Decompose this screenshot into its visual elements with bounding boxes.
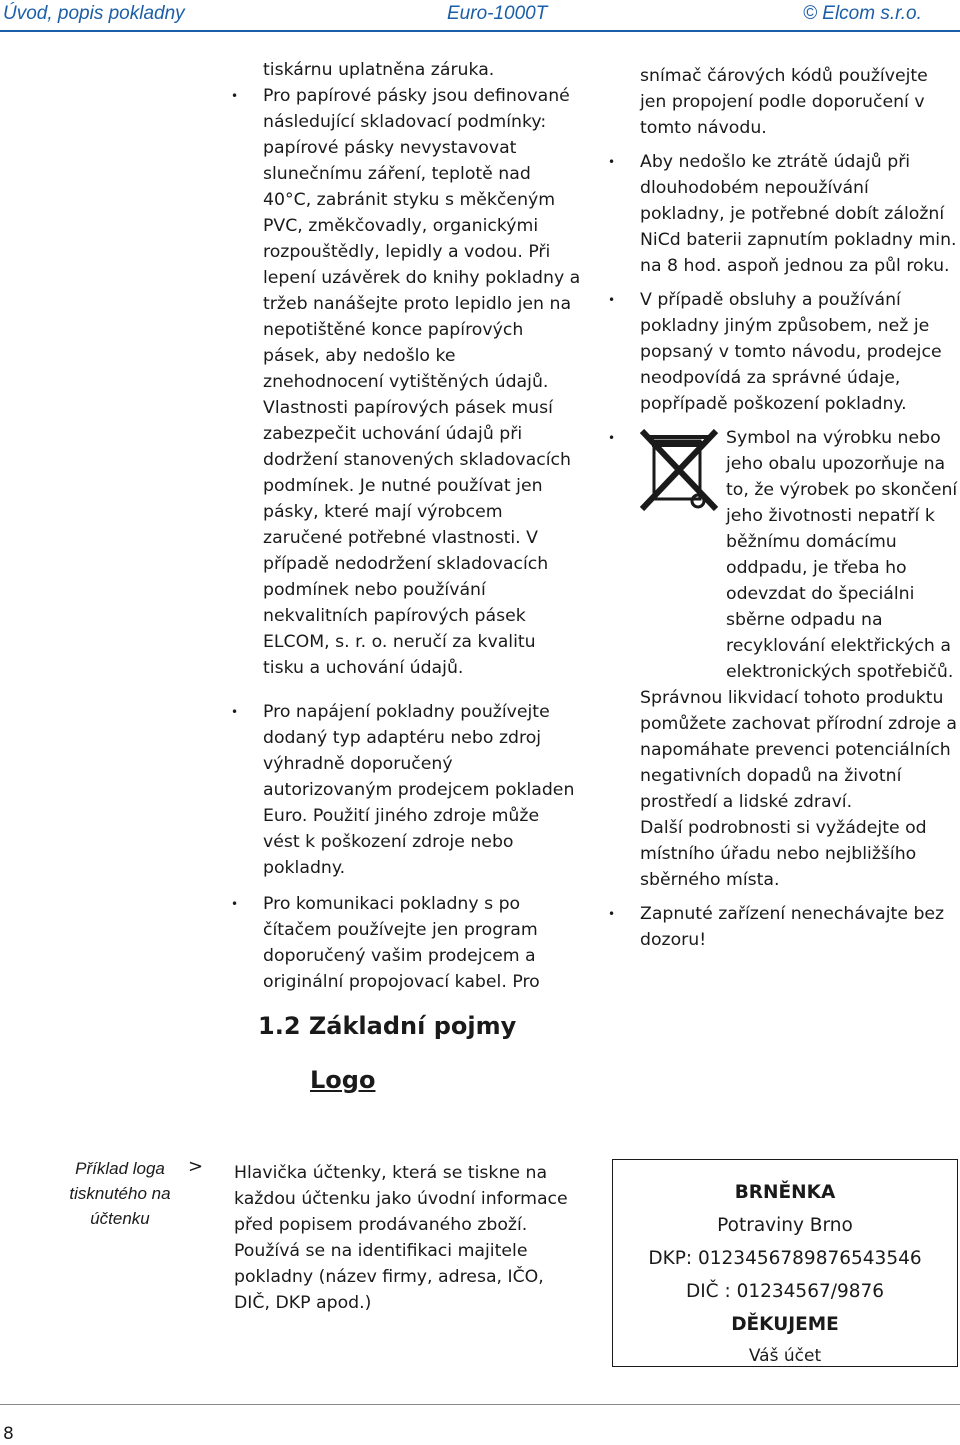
receipt-sample <box>612 1159 958 1367</box>
page-number: 8 <box>3 1424 14 1444</box>
recycle-paragraph-3: Další podrobnosti si vyžádejte od místního úřadu nebo nejbližšího sběrného místa. <box>640 818 927 890</box>
example-description: Hlavička účtenky, která se tiskne na každou účtenku jako úvodní informace před popisem prodávaného zboží. Používá se na identifikaci majitele pokladny (název firmy, adresa, IČO, DIČ, DKP apod.) <box>234 1163 568 1313</box>
arrow-glyph: > <box>188 1156 204 1177</box>
footer-rule <box>0 1404 960 1405</box>
bullet-communication: • Pro komunikaci pokladny s po čítačem používejte jen program doporučený vašim prodejcem a originální propojovací kabel. Pro <box>263 891 581 995</box>
bullet-service: • V případě obsluhy a používání pokladny jiným způsobem, než je popsaný v tomto návodu, prodejce neodpovídá za správné údaje, popřípadě poškození pokladny. <box>640 287 958 417</box>
bullet-power: • Pro napájení pokladny používejte dodaný typ adaptéru nebo zdroj výhradně doporučený autorizovaným prodejcem pokladen Euro. Použití jiného zdroje může vést k poškození zdroje nebo pokladny. <box>263 699 581 881</box>
bullet-unattended: • Zapnuté zařízení nenechávajte bez dozoru! <box>640 901 958 953</box>
header-rule <box>0 30 960 32</box>
receipt-shop-subtitle: Potraviny Brno <box>717 1215 853 1236</box>
header-company: © Elcom s.r.o. <box>803 3 922 24</box>
page-header <box>0 0 960 30</box>
left-column <box>263 57 581 995</box>
recycle-text: • Symbol na výrobku nebo jeho obalu upozorňuje na to, že výrobek po skončení jeho životnosti nepatří k běžnímu domácímu oddpadu, je třeba ho odevzdat do špeciálni sběrne odpadu na recyklování elektřických a elektronických spotřebičů. <box>726 428 958 682</box>
logo-heading: Logo <box>310 1066 376 1094</box>
receipt-dic: DIČ : 01234567/9876 <box>685 1281 885 1302</box>
bullet-recycling <box>640 425 958 893</box>
receipt-dkp: DKP: 0123456789876543546 <box>648 1248 922 1269</box>
right-bullets <box>640 149 958 953</box>
bullet-backup-battery: • Aby nedošlo ke ztrátě údajů při dlouhodobém nepoužívání pokladny, je potřebné dobít záložní NiCd baterii zapnutím pokladny min. na 8 hod. aspoň jednou za půl roku. <box>640 149 958 279</box>
left-bullets <box>263 83 581 995</box>
right-column <box>640 63 958 953</box>
header-section: Úvod, popis pokladny <box>3 3 185 24</box>
section-title: 1.2 Základní pojmy <box>258 1012 517 1040</box>
left-intro: tiskárnu uplatněna záruka. <box>263 60 495 80</box>
receipt-footer: Váš účet <box>748 1346 822 1366</box>
bullet-storage: • Pro papírové pásky jsou definované následující skladovací podmínky: papírové pásky nevystavovat slunečnímu záření, teplotě nad 40°C, zabránit styku s měkčeným PVC, změkčovadly, organickými rozpouštědly, lepidly a vodou. Při lepení uzávěrek do knihy pokladny a tržeb nanášejte proto lepidlo jen na nepotištěné konce papírových pásek, aby nedošlo ke znehodnocení vytištěných údajů. Vlastnosti papírových pásek musí zabezpečit uchování údajů při dodržení stanovených skladovacích podmínek. Je nutné používat jen pásky, které mají výrobcem zaručené potřebné vlastnosti. V případě nedodržení skladovacích podmínek nebo používání nekvalitních papírových pásek ELCOM, s. r. o. neručí za kvalitu tisku a uchování údajů. <box>263 83 581 681</box>
right-intro: snímač čárových kódů používejte jen propojení podle doporučení v tomto návodu. <box>640 66 928 138</box>
header-product: Euro-1000T <box>447 3 548 24</box>
weee-icon <box>640 429 720 513</box>
example-label: Příklad loga tisknutého na účtenku <box>69 1159 171 1228</box>
receipt-shop-name: BRNĚNKA <box>734 1182 836 1203</box>
receipt-thanks: DĚKUJEME <box>731 1314 839 1335</box>
recycle-paragraph-2: Správnou likvidací tohoto produktu pomůžete zachovat přírodní zdroje a napomáhate prevenci potenciálních negativních dopadů na životní prostředí a lidské zdraví. <box>640 688 957 812</box>
